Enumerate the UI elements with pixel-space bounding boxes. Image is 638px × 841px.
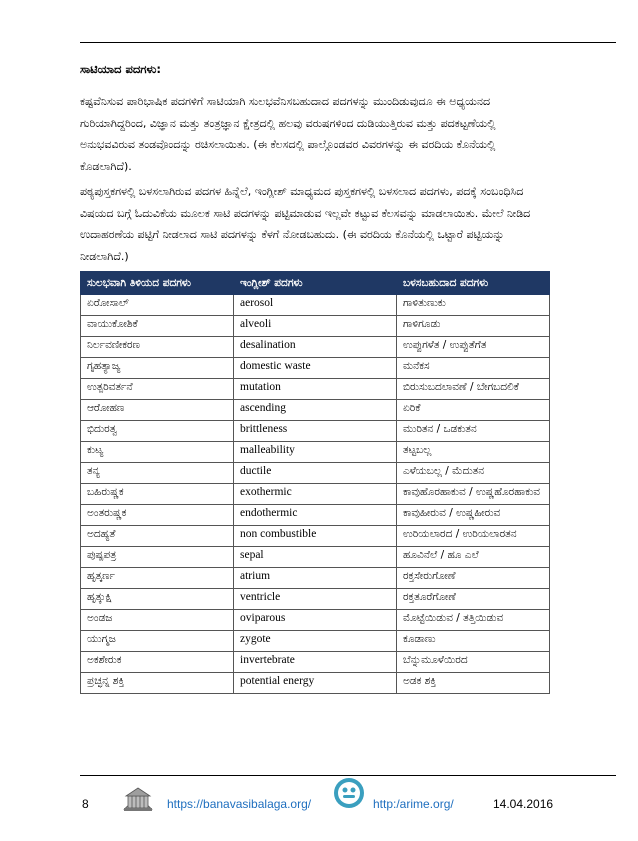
difficult-word: ತನ್ಯ — [81, 463, 234, 484]
usable-word: ಏರಿಕೆ — [397, 400, 550, 421]
table-row — [81, 568, 550, 589]
english-word: alveoli — [234, 316, 397, 337]
usable-word: ರಕ್ತಸೇರುಗೋಣೆ — [397, 568, 550, 589]
table-row — [81, 673, 550, 694]
english-word: zygote — [234, 631, 397, 652]
document-body — [80, 62, 548, 694]
usable-word: ಅಡಕ ಶಕ್ತಿ — [397, 673, 550, 694]
english-word: non combustible — [234, 526, 397, 547]
institution-emblem-icon — [120, 782, 156, 818]
difficult-word: ಗೃಹತ್ಯಾಜ್ಯ — [81, 358, 234, 379]
table-row — [81, 526, 550, 547]
table-row — [81, 631, 550, 652]
difficult-word: ಅಂಡಜ — [81, 610, 234, 631]
top-rule — [80, 42, 616, 43]
table-row — [81, 589, 550, 610]
difficult-word: ಯುಗ್ಮಜ — [81, 631, 234, 652]
english-word: atrium — [234, 568, 397, 589]
english-word: mutation — [234, 379, 397, 400]
page-number: 8 — [82, 797, 89, 811]
usable-word: ಉರಿಯಲಾರದ / ಉರಿಯಲಾರತನ — [397, 526, 550, 547]
arime-link[interactable]: http:/arime.org/ — [373, 797, 454, 811]
table-row — [81, 379, 550, 400]
table-row — [81, 316, 550, 337]
difficult-word: ಪ್ರಚ್ಛನ್ನ ಶಕ್ತಿ — [81, 673, 234, 694]
usable-word: ಬಿರುಸುಬದಲಾವಣೆ / ಬೇಗಬದಲಿಕೆ — [397, 379, 550, 400]
page-footer — [0, 791, 638, 841]
difficult-word: ಭಿದುರತ್ವ — [81, 421, 234, 442]
paragraph-2: ಪಠ್ಯಪುಸ್ತಕಗಳಲ್ಲಿ ಬಳಸಲಾಗಿರುವ ಪದಗಳ ಹಿನ್ನೆಲೆ, ಇಂಗ್ಲೀಶ್ ಮಾಧ್ಯಮದ ಪುಸ್ತಕಗಳಲ್ಲಿ ಬಳಸಲಾದ ಪದಗಳು, ಪದಕ್ಕೆ ಸಂಬಂಧಿಸಿದ ವಿಷಯದ ಬಗ್ಗೆ ಓದುವಿಕೆಯ ಮೂಲಕ ಸಾಟಿ ಪದಗಳನ್ನು ಪಟ್ಟಿಮಾಡುವ ಇಲ್ಲವೇ ಕಟ್ಟುವ ಕೆಲಸವನ್ನು ಮಾಡಲಾಯಿತು. ಮೇಲೆ ನೀಡಿದ ಉದಾಹರಣೆಯ ಪಟ್ಟಿಗೆ ನೀಡಲಾದ ಸಾಟಿ ಪದಗಳನ್ನು ಕೆಳಗೆ ನೋಡಬಹುದು. (ಈ ವರದಿಯ ಕೊನೆಯಲ್ಲಿ ಒಟ್ಟಾರೆ ಪಟ್ಟಿಯನ್ನು ನೀಡಲಾಗಿದೆ.) — [80, 185, 531, 263]
usable-word: ರಕ್ತತೂರೆಗೋಣೆ — [397, 589, 550, 610]
terms-table — [80, 271, 550, 694]
english-word: desalination — [234, 337, 397, 358]
table-row — [81, 400, 550, 421]
difficult-word: ನಿರ್ಲವಣೀಕರಣ — [81, 337, 234, 358]
difficult-word: ಅಂತರುಷ್ಣಕ — [81, 505, 234, 526]
english-word: endothermic — [234, 505, 397, 526]
banavasi-link[interactable]: https://banavasibalaga.org/ — [167, 797, 312, 811]
english-word: ventricle — [234, 589, 397, 610]
usable-word: ಗಾಳಿತುಣುಕು — [397, 295, 550, 316]
usable-word: ಕಾವುಹೀರುವ / ಉಷ್ಣಹೀರುವ — [397, 505, 550, 526]
table-row — [81, 484, 550, 505]
table-row — [81, 442, 550, 463]
difficult-word: ಅದಹ್ಯತೆ — [81, 526, 234, 547]
difficult-word: ಅಕಶೇರುಕ — [81, 652, 234, 673]
usable-word: ಮೊಟ್ಟೆಯಿಡುವ / ತತ್ತಿಯಿಡುವ — [397, 610, 550, 631]
header-english-words: ಇಂಗ್ಲೀಶ್ ಪದಗಳು — [234, 272, 397, 295]
usable-word: ಕೂಡಾಣು — [397, 631, 550, 652]
arime-logo-icon — [333, 777, 365, 809]
usable-word: ತಟ್ಟಬಲ್ಲ — [397, 442, 550, 463]
usable-word: ಉಪ್ಪುಗಳೆತ / ಉಪ್ಪುತೆಗೆತ — [397, 337, 550, 358]
table-row — [81, 463, 550, 484]
table-row — [81, 505, 550, 526]
usable-word: ಮನೆಕಸ — [397, 358, 550, 379]
usable-word: ಬೆನ್ನುಮೂಳೆಯಿರದ — [397, 652, 550, 673]
usable-word: ಕಾವುಹೊರಹಾಕುವ / ಉಷ್ಣಹೊರಹಾಕುವ — [397, 484, 550, 505]
difficult-word: ಏರೋಸಾಲ್ — [81, 295, 234, 316]
header-usable-words: ಬಳಸಬಹುದಾದ ಪದಗಳು — [397, 272, 550, 295]
usable-word: ಎಳೆಯಬಲ್ಲ / ಮೆದುತನ — [397, 463, 550, 484]
difficult-word: ಬಹಿರುಷ್ಣಕ — [81, 484, 234, 505]
difficult-word: ಆರೋಹಣ — [81, 400, 234, 421]
paragraph-1: ಕಷ್ಟವೆನಿಸುವ ಪಾರಿಭಾಷಿಕ ಪದಗಳಿಗೆ ಸಾಟಿಯಾಗಿ ಸುಲಭವೆನಿಸಬಹುದಾದ ಪದಗಳನ್ನು ಮುಂದಿಡುವುದೂ ಈ ಅಧ್ಯಯನದ ಗುರಿಯಾಗಿದ್ದರಿಂದ, ವಿಜ್ಞಾನ ಮತ್ತು ತಂತ್ರಜ್ಞಾನ ಕ್ಷೇತ್ರದಲ್ಲಿ ಹಲವು ವರುಷಗಳಿಂದ ದುಡಿಯುತ್ತಿರುವ ಮತ್ತು ಪದಕಟ್ಟಣೆಯಲ್ಲಿ ಅನುಭವವಿರುವ ತಂಡವೊಂದನ್ನು ರಚಿಸಲಾಯಿತು. (ಈ ಕೆಲಸದಲ್ಲಿ ಪಾಲ್ಗೊಂಡವರ ವಿವರಗಳನ್ನು ಈ ವರದಿಯ ಕೊನೆಯಲ್ಲಿ ಕೊಡಲಾಗಿದೆ). — [80, 95, 496, 173]
table-row — [81, 421, 550, 442]
difficult-word: ವಾಯುಕೋಶಿಕೆ — [81, 316, 234, 337]
english-word: ascending — [234, 400, 397, 421]
english-word: sepal — [234, 547, 397, 568]
bottom-rule — [80, 775, 616, 776]
table-row — [81, 337, 550, 358]
difficult-word: ಹೃತ್ಕರ್ಣ — [81, 568, 234, 589]
english-word: ductile — [234, 463, 397, 484]
difficult-word: ಪುಷ್ಪಪತ್ರ — [81, 547, 234, 568]
header-difficult-words: ಸುಲಭವಾಗಿ ತಿಳಿಯದ ಪದಗಳು — [81, 272, 234, 295]
difficult-word: ಕುಟ್ಯ — [81, 442, 234, 463]
table-row — [81, 610, 550, 631]
table-row — [81, 652, 550, 673]
english-word: invertebrate — [234, 652, 397, 673]
difficult-word: ಹೃತ್ಕುಕ್ಷಿ — [81, 589, 234, 610]
english-word: domestic waste — [234, 358, 397, 379]
table-row — [81, 547, 550, 568]
usable-word: ಗಾಳಿಗೂಡು — [397, 316, 550, 337]
english-word: potential energy — [234, 673, 397, 694]
table-header-row — [81, 272, 550, 295]
table-row — [81, 295, 550, 316]
english-word: exothermic — [234, 484, 397, 505]
table-row — [81, 358, 550, 379]
english-word: malleability — [234, 442, 397, 463]
difficult-word: ಉತ್ಪರಿವರ್ತನೆ — [81, 379, 234, 400]
english-word: oviparous — [234, 610, 397, 631]
document-date: 14.04.2016 — [493, 797, 554, 811]
usable-word: ಮುರಿತನ / ಒಡಕುತನ — [397, 421, 550, 442]
section-title: ಸಾಟಿಯಾದ ಪದಗಳು: — [80, 62, 162, 76]
english-word: brittleness — [234, 421, 397, 442]
english-word: aerosol — [234, 295, 397, 316]
usable-word: ಹೂವಿನೆಲೆ / ಹೂ ಎಲೆ — [397, 547, 550, 568]
